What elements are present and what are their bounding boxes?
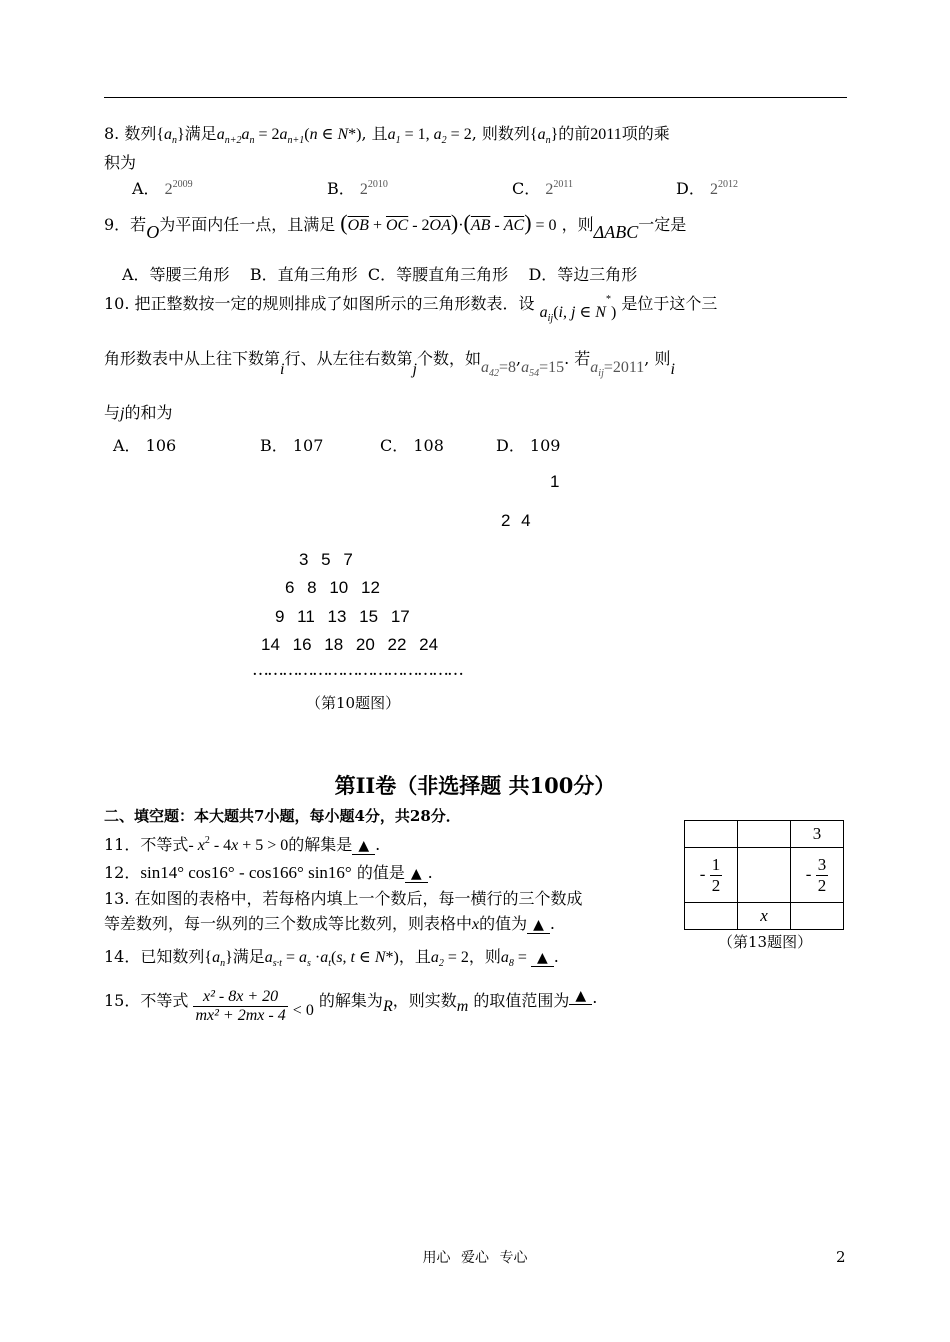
cell-r1c2 bbox=[738, 821, 791, 848]
cell-r2c3: - $\frac{3}{2}$ bbox=[791, 848, 844, 903]
q14: 14．已知数列$\{a_n\}$满足$a_{s\cdot t} = a_s \cdot a_t(s$, t ∈ N*)，且$a_2 = 2$，则$a_8$ = ▲ . bbox=[104, 947, 559, 969]
q13-line2: 等差数列，每一纵列的三个数成等比数列，则表格中x的值为 ▲ . bbox=[104, 914, 556, 933]
q9-line1: 9．若O为平面内任一点，且满足 $(\overline{OB} + \overline{OC} - 2\overline{OA})\cdot(\overline{AB} - \overline{AC}) = 0$ ，则ΔABC一定是 bbox=[104, 210, 687, 242]
triangle-row-1: 1 bbox=[550, 472, 560, 491]
q10-option-c: C． 108 bbox=[380, 436, 444, 455]
triangle-row-3: 3 5 7 bbox=[299, 550, 353, 569]
q8-line1: 8. 数列$\{a_n\}$满足$a_{n+2}a_n = 2a_{n+1}(n$ ∈ N*), 且$a_1 = 1$, $a_2 = 2$, 则数列$\{a_n\}$的前2011项的乘 bbox=[104, 124, 670, 146]
cell-r3c1 bbox=[685, 903, 738, 930]
triangle-row-4: 6 8 10 12 bbox=[285, 578, 380, 597]
q10-line2: 角形数表中从上往下数第i行、从左往右数第j个数，如$a_{42}=8,a_{54}=15$. 若$a_{ij}=2011$, 则i bbox=[104, 349, 675, 379]
footer-motto: 用心 爱心 专心 bbox=[422, 1250, 528, 1266]
q10-option-a: A． 106 bbox=[113, 436, 177, 455]
answer-blank-11[interactable]: ▲ bbox=[352, 838, 375, 855]
figure-caption-13: （第13题图） bbox=[718, 933, 813, 951]
header-rule bbox=[104, 97, 847, 98]
page-number: 2 bbox=[836, 1248, 846, 1266]
figure-caption-10: （第10题图） bbox=[306, 694, 401, 712]
q15: 15．不等式 $\frac{\text{x² - 8x + 20}}{\text{mx² + 2mx - 4}}$ < 0 的解集为R，则实数m 的取值范围为 ▲ . bbox=[104, 988, 598, 1024]
triangle-row-6: 14 16 18 20 22 24 bbox=[261, 635, 439, 654]
q13-line1: 13. 在如图的表格中，若每格内填上一个数后，每一横行的三个数成 bbox=[104, 889, 583, 908]
answer-blank-14[interactable]: ▲ bbox=[531, 950, 554, 967]
q8-option-c: C． $2^{2011}$ bbox=[512, 179, 573, 198]
cell-r3c3 bbox=[791, 903, 844, 930]
cell-r2c2 bbox=[738, 848, 791, 903]
cell-r3c2: x bbox=[738, 903, 791, 930]
answer-blank-13[interactable]: ▲ bbox=[527, 917, 550, 934]
answer-blank-15[interactable]: ▲ bbox=[569, 988, 592, 1005]
triangle-row-2: 2 4 bbox=[501, 511, 531, 530]
triangle-row-5: 9 11 13 15 17 bbox=[275, 607, 410, 626]
cell-r2c1: - $\frac{1}{2}$ bbox=[685, 848, 738, 903]
q9-options: A．等腰三角形 B．直角三角形 C．等腰直角三角形 D．等边三角形 bbox=[122, 265, 638, 284]
section-heading: 二、填空题：本大题共7小题，每小题4分，共28分． bbox=[104, 807, 461, 825]
q12: 12．sin14° cos16° - cos166° sin16° 的值是 ▲ . bbox=[104, 863, 433, 882]
triangle-dots: …………………………………… bbox=[252, 660, 462, 680]
q10-line3: 与j的和为 bbox=[104, 403, 173, 422]
q8-option-b: B． $2^{2010}$ bbox=[327, 179, 388, 198]
q8-option-d: D． $2^{2012}$ bbox=[676, 179, 738, 198]
q11: 11．不等式- $x^2 - 4x + 5 > 0$的解集是 ▲ . bbox=[104, 835, 381, 854]
q10-option-b: B． 107 bbox=[260, 436, 324, 455]
q8-line2: 积为 bbox=[104, 153, 137, 172]
answer-blank-12[interactable]: ▲ bbox=[405, 866, 428, 883]
q10-line1: 10. 把正整数按一定的规则排成了如图所示的三角形数表．设 $a_{ij}(i$, j ∈ N*) 是位于这个三 bbox=[104, 294, 718, 324]
q13-table bbox=[684, 820, 844, 930]
q10-option-d: D． 109 bbox=[496, 436, 561, 455]
q8-option-a: A． $2^{2009}$ bbox=[132, 179, 193, 198]
cell-r1c3: 3 bbox=[791, 821, 844, 848]
cell-r1c1 bbox=[685, 821, 738, 848]
part2-title: 第II卷（非选择题 共100分） bbox=[334, 773, 616, 798]
